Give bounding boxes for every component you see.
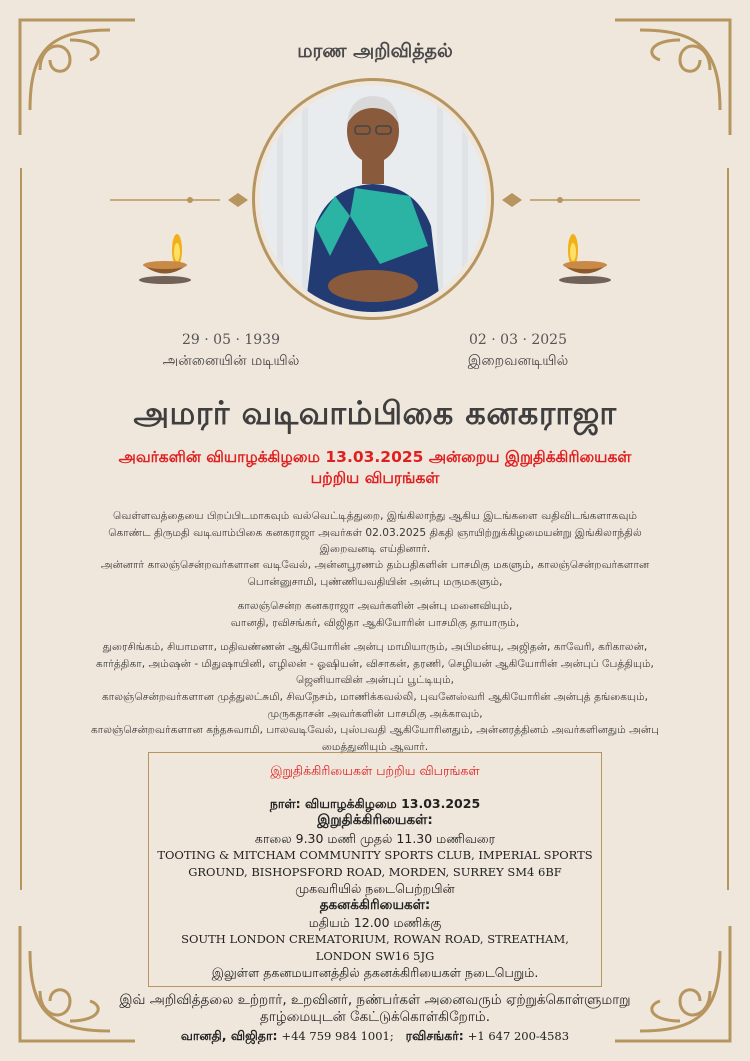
paragraph-line: மைத்துனியும் ஆவார். <box>321 740 429 753</box>
contact2-phone: +1 647 200-4583 <box>467 1029 570 1043</box>
birth-label: அன்னையின் மடியில் <box>162 353 300 369</box>
oil-lamp-icon-left <box>135 220 195 290</box>
biography-paragraph-4 <box>60 639 690 689</box>
right-border-line <box>727 168 729 890</box>
cremation-note: இலுள்ள தகனமயானத்தில் தகனக்கிரியைகள் நடைபெறும். <box>211 965 539 980</box>
left-border-line <box>20 168 22 890</box>
paragraph-line: கார்த்திகா, அம்ஷன் - மிதுஷாயினி, எழிலன் - ஓஷியன், விசாகன், தரணி, செழியன் ஆகியோரின் அன்புப் பேத்தியும், <box>96 657 654 670</box>
paragraph-line: அன்னார் காலஞ்சென்றவர்களான வடிவேல், அன்னபூரணம் தம்பதிகளின் பாசமிகு மகளும், காலஞ்சென்றவர்களான <box>100 559 650 571</box>
paragraph-line: வெள்ளவத்தையை பிறப்பிடமாகவும் வல்வெட்டித்துறை, இங்கிலாந்து ஆகிய இடங்களை வதிவிடங்களாகவும் <box>112 510 637 522</box>
death-label: இறைவனடியில் <box>467 353 569 369</box>
contact-line <box>60 1026 690 1046</box>
funeral-subheading-line2: பற்றிய விபரங்கள் <box>310 469 440 487</box>
funeral-subheading <box>60 447 690 489</box>
divider-ornament-left <box>110 185 255 215</box>
rites-note: முகவரியில் நடைபெற்றபின் <box>295 881 455 896</box>
biography-paragraph-2 <box>60 557 690 590</box>
biography-paragraph-3 <box>60 598 690 631</box>
rites-venue-line1: TOOTING & MITCHAM COMMUNITY SPORTS CLUB, IMPERIAL SPORTS <box>157 848 593 862</box>
funeral-box-heading: இறுதிக்கிரியைகள் பற்றிய விபரங்கள் <box>270 763 480 778</box>
birth-date: 29 · 05 · 1939 <box>182 332 280 348</box>
contact1-phone: +44 759 984 1001; <box>281 1029 394 1043</box>
deceased-name: அமரர் வடிவாம்பிகை கனகராஜா <box>133 394 617 432</box>
corner-ornament-top-left <box>10 10 140 140</box>
cremation-heading: தகனக்கிரியைகள்: <box>319 897 431 913</box>
paragraph-line: இறைவனடி எய்தினார். <box>319 543 431 555</box>
contact1-name: வானதி, விஜிதா: <box>180 1028 278 1043</box>
cremation-venue-line1: SOUTH LONDON CREMATORIUM, ROWAN ROAD, STREATHAM, <box>181 932 569 946</box>
paragraph-line: காலஞ்சென்றவர்களான முத்துலட்சுமி, சிவநேசம், மாணிக்கவல்லி, புவனேஸ்வரி ஆகியோரின் அன்புத் தங்கையும், <box>101 691 649 703</box>
paragraph-line: பொன்னுசாமி, புண்ணியவதியின் அன்பு மருமகளும், <box>247 575 503 588</box>
footer-line2: தாழ்மையுடன் கேட்டுக்கொள்கிறோம். <box>259 1009 491 1025</box>
divider-ornament-right <box>495 185 640 215</box>
cremation-venue-line2: LONDON SW16 5JG <box>315 949 435 963</box>
portrait-photo <box>260 86 486 312</box>
corner-ornament-top-right <box>610 10 740 140</box>
contact2-name: ரவிசங்கர்: <box>405 1028 464 1043</box>
funeral-date: நாள்: வியாழக்கிழமை 13.03.2025 <box>269 796 481 811</box>
biography-paragraph-1 <box>60 508 690 558</box>
page-title: மரண அறிவித்தல் <box>297 40 453 62</box>
rites-time: காலை 9.30 மணி முதல் 11.30 மணிவரை <box>254 831 496 846</box>
paragraph-line: கொண்ட திருமதி வடிவாம்பிகை கனகராஜா அவர்கள் 02.03.2025 திகதி ஞாயிற்றுக்கிழமையன்று இங்கிலாந்தில் <box>108 526 642 539</box>
paragraph-line: காலஞ்சென்றவர்களான கந்தசுவாமி, பாலவடிவேல், புஸ்பவதி ஆகியோரினதும், அன்னரத்தினம் அவர்களினதும் அன்பு <box>90 724 660 736</box>
rites-heading: இறுதிக்கிரியைகள்: <box>317 812 433 828</box>
footer-line1: இவ் அறிவித்தலை உற்றார், உறவினர், நண்பர்கள் அனைவரும் ஏற்றுக்கொள்ளுமாறு <box>119 992 631 1008</box>
paragraph-line: வானதி, ரவிசங்கர், விஜிதா ஆகியோரின் பாசமிகு தாயாரும், <box>230 616 520 629</box>
oil-lamp-icon-right <box>555 220 615 290</box>
cremation-time: மதியம் 12.00 மணிக்கு <box>308 915 442 930</box>
biography-paragraph-5 <box>60 689 690 755</box>
paragraph-line: ஜெனியாவின் அன்புப் பூட்டியும், <box>295 674 455 686</box>
paragraph-line: முருகதாசன் அவர்களின் பாசமிகு அக்காவும், <box>267 707 483 720</box>
death-date: 02 · 03 · 2025 <box>469 332 567 348</box>
paragraph-line: துரைசிங்கம், சியாமளா, மதிவண்ணன் ஆகியோரின் அன்பு மாமியாரும், அபிமன்யு, அஜிதன், காவேரி, கரிகாலன், <box>102 641 648 653</box>
funeral-subheading-line1: அவர்களின் வியாழக்கிழமை 13.03.2025 அன்றைய இறுதிக்கிரியைகள் <box>118 448 632 466</box>
rites-venue-line2: GROUND, BISHOPSFORD ROAD, MORDEN, SURREY SM4 6BF <box>188 865 562 879</box>
paragraph-line: காலஞ்சென்ற கனகராஜா அவர்களின் அன்பு மனைவியும், <box>237 600 513 612</box>
